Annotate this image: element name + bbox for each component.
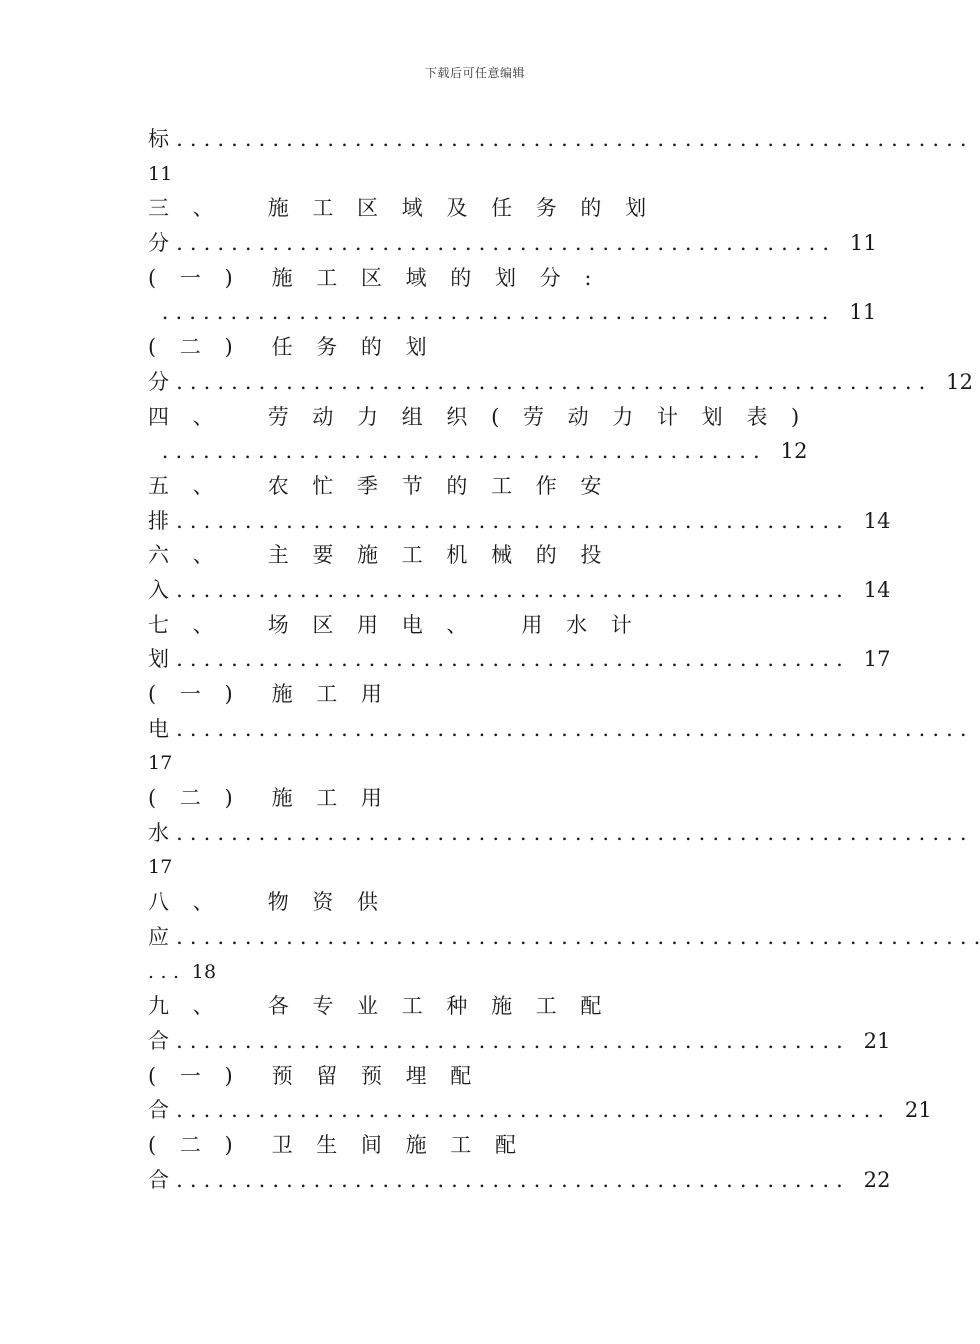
toc-line-pagenum[interactable]: . . . 18 [148,960,217,983]
toc-line-dots[interactable]: 入 . . . . . . . . . . . . . . . . . . . . . . . . . . . . . . . . . . . . . . . . . . . . . . . . . 14 [148,577,891,602]
toc-line-dots[interactable]: 合 . . . . . . . . . . . . . . . . . . . . . . . . . . . . . . . . . . . . . . . . . . . . . . . . . 22 [148,1167,891,1192]
toc-line-pagenum[interactable]: 17 [148,856,173,879]
toc-line-dots[interactable]: 标 . . . . . . . . . . . . . . . . . . . . . . . . . . . . . . . . . . . . . . . . . . . . . . . . . . . . . . . . . . [148,127,967,151]
toc-line-heading[interactable]: 五 、 农 忙 季 节 的 工 作 安 [148,473,610,498]
toc-line-heading[interactable]: ( 二 ) 施 工 用 [148,786,391,811]
toc-line-pagenum[interactable]: 17 [148,752,173,775]
toc-line-dots[interactable]: 分 . . . . . . . . . . . . . . . . . . . . . . . . . . . . . . . . . . . . . . . . . . . . . . . . . . . . . . . 12 [148,369,974,394]
toc-line-heading[interactable]: ( 二 ) 卫 生 间 施 工 配 [148,1132,525,1157]
toc-line-dots[interactable]: 划 . . . . . . . . . . . . . . . . . . . . . . . . . . . . . . . . . . . . . . . . . . . . . . . . . 17 [148,647,891,672]
page-header: 下载后可任意编辑 [424,66,525,80]
toc-line-heading[interactable]: ( 二 ) 任 务 的 划 [148,335,436,360]
toc-line-dots[interactable]: 排 . . . . . . . . . . . . . . . . . . . . . . . . . . . . . . . . . . . . . . . . . . . . . . . . . 14 [148,508,891,533]
toc-line-dots[interactable]: 电 . . . . . . . . . . . . . . . . . . . . . . . . . . . . . . . . . . . . . . . . . . . . . . . . . . . . . . . . . . [148,716,967,741]
toc-line-heading[interactable]: ( 一 ) 施 工 用 [148,682,391,706]
toc-line-dots[interactable]: 合 . . . . . . . . . . . . . . . . . . . . . . . . . . . . . . . . . . . . . . . . . . . . . . . . . . . . 21 [148,1098,932,1123]
toc-line-pagenum[interactable]: 11 [148,162,173,185]
toc-line-heading[interactable]: 六 、 主 要 施 工 机 械 的 投 [148,543,610,568]
toc-line-dots[interactable]: . . . . . . . . . . . . . . . . . . . . . . . . . . . . . . . . . . . . . . . . . . . . 12 [148,439,808,464]
toc-line-dots[interactable]: 水 . . . . . . . . . . . . . . . . . . . . . . . . . . . . . . . . . . . . . . . . . . . . . . . . . . . . . . . . . . [148,820,967,845]
table-of-contents [148,122,980,1197]
toc-line-dots[interactable]: 分 . . . . . . . . . . . . . . . . . . . . . . . . . . . . . . . . . . . . . . . . . . . . . . . . 11 [148,231,877,256]
toc-line-heading[interactable]: ( 一 ) 预 留 预 埋 配 [148,1063,480,1088]
toc-line-dots[interactable]: 合 . . . . . . . . . . . . . . . . . . . . . . . . . . . . . . . . . . . . . . . . . . . . . . . . . 21 [148,1028,891,1053]
toc-line-dots[interactable]: . . . . . . . . . . . . . . . . . . . . . . . . . . . . . . . . . . . . . . . . . . . . . . . . . 11 [148,300,877,325]
toc-line-heading[interactable]: 八 、 物 资 供 [148,890,387,915]
toc-line-heading[interactable]: ( 一 ) 施 工 区 域 的 划 分 : [148,265,600,290]
toc-line-heading[interactable]: 九 、 各 专 业 工 种 施 工 配 [148,994,610,1019]
toc-line-heading[interactable]: 四 、 劳 动 力 组 织 ( 劳 动 力 计 划 表 ) [148,404,808,429]
toc-line-heading[interactable]: 七 、 场 区 用 电 、 用 水 计 [148,612,641,637]
toc-line-heading[interactable]: 三 、 施 工 区 域 及 任 务 的 划 [148,196,655,221]
toc-line-dots[interactable]: 应 . . . . . . . . . . . . . . . . . . . . . . . . . . . . . . . . . . . . . . . . . . . . . . . . . . . . . . . . . . . [148,924,980,949]
